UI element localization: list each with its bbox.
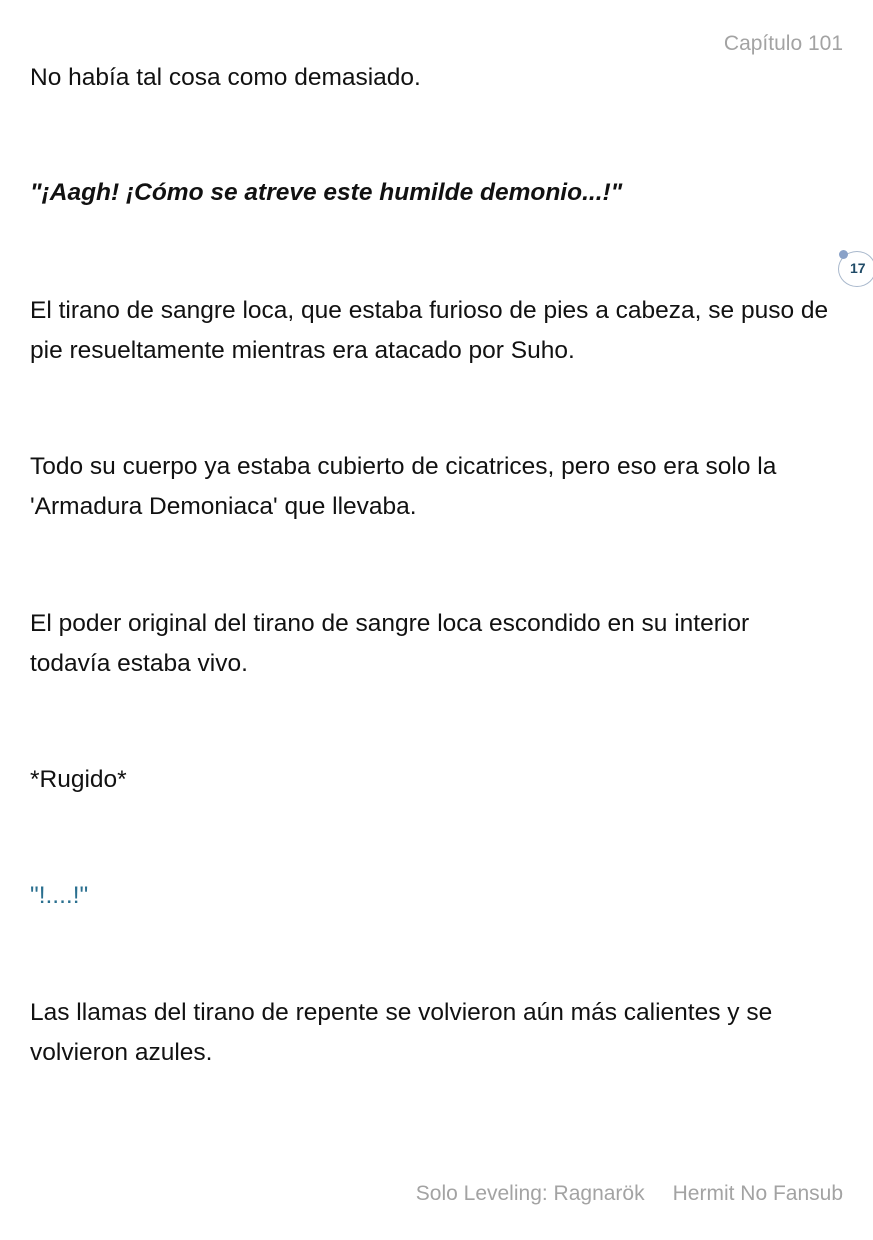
page-number-badge[interactable] (838, 251, 873, 287)
book-title: Solo Leveling: Ragnarök (415, 1182, 645, 1205)
paragraph: El tirano de sangre loca, que estaba furioso de pies a cabeza, se puso de pie resueltamente mientras era atacado por Suho. (30, 297, 829, 364)
paragraph: No había tal cosa como demasiado. (30, 64, 421, 91)
paragraph: El poder original del tirano de sangre loca escondido en su interior todavía estaba vivo. (30, 610, 750, 677)
bookmark-dot-icon (839, 250, 848, 259)
paragraph: *Rugido* (30, 766, 127, 793)
dialogue-paragraph: "¡Aagh! ¡Cómo se atreve este humilde demonio...!" (30, 179, 623, 206)
dialogue-paragraph: "!....!" (30, 882, 89, 909)
paragraph: Todo su cuerpo ya estaba cubierto de cicatrices, pero eso era solo la 'Armadura Demoniaca' que llevaba. (30, 453, 777, 520)
translator-group: Hermit No Fansub (672, 1182, 843, 1205)
footer (388, 1182, 843, 1206)
paragraph: Las llamas del tirano de repente se volvieron aún más calientes y se volvieron azules. (30, 999, 773, 1066)
chapter-title: Capítulo 101 (723, 32, 843, 55)
page-number: 17 (850, 260, 866, 276)
